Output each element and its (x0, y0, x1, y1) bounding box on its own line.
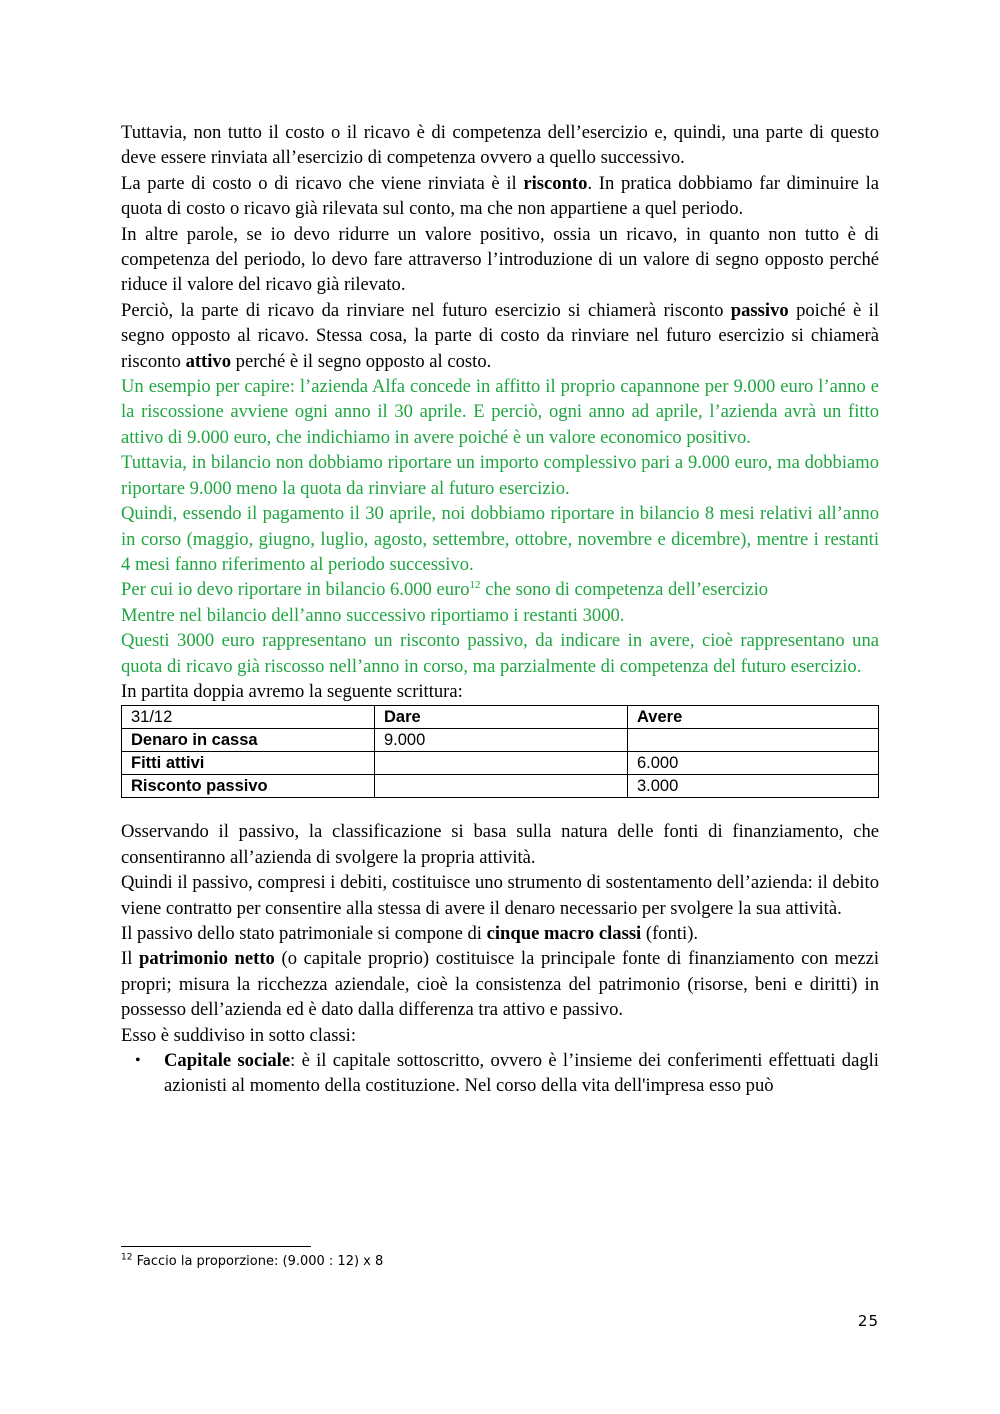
footnote-text: Faccio la proporzione: (9.000 : 12) x 8 (132, 1254, 384, 1269)
paragraph-text: (fonti). (641, 922, 699, 944)
paragraph-text: che sono di competenza dell’esercizio (480, 579, 769, 601)
page-body (121, 120, 879, 1099)
footnote-reference[interactable]: 12 (469, 579, 481, 592)
example-paragraph: Un esempio per capire: l’azienda Alfa concede in affitto il proprio capannone per 9.000 euro l’anno e la riscossione avviene ogni anno il 30 aprile. E perciò, ogni anno ad aprile, l’azienda avrà un fitto attivo di 9.000 euro, che indichiamo in avere poiché è un valore economico positivo. (121, 376, 879, 448)
account-cell: Fitti attivi (122, 752, 375, 775)
ledger-intro: In partita doppia avremo la seguente scrittura: (121, 680, 463, 702)
paragraph: Quindi il passivo, compresi i debiti, costituisce uno strumento di sostentamento dell’azienda: il debito viene contratto per consentire alla stessa di avere il denaro necessario per svolgere la sua attività. (121, 872, 879, 919)
page-number: 25 (857, 1312, 879, 1330)
dare-cell: 9.000 (375, 729, 628, 752)
account-cell: Risconto passivo (122, 775, 375, 798)
dare-cell (375, 752, 628, 775)
list-item (135, 1048, 879, 1099)
footnote (121, 1253, 383, 1271)
header-cell-avere: Avere (628, 706, 879, 729)
header-cell-date: 31/12 (122, 706, 375, 729)
avere-cell: 3.000 (628, 775, 879, 798)
example-paragraph: Tuttavia, in bilancio non dobbiamo riportare un importo complessivo pari a 9.000 euro, ma dobbiamo riportare 9.000 meno la quota da rinviare al futuro esercizio. (121, 452, 879, 499)
table-row (122, 752, 879, 775)
paragraph-text: poiché è il segno opposto al ricavo. Stessa cosa, la parte di costo da rinviare nel futuro esercizio si chiamerà risconto (121, 299, 879, 372)
paragraph-text: . In pratica dobbiamo far diminuire la quota di costo o ricavo già rilevata sul conto, ma che non appartiene a quel periodo. (121, 172, 879, 220)
subclass-list (121, 1048, 879, 1099)
bold-term-risconto: risconto (523, 172, 588, 194)
paragraph-text: Per cui io devo riportare in bilancio 6.000 euro (121, 579, 470, 601)
table-row (122, 729, 879, 752)
paragraph (121, 921, 879, 946)
paragraph-text: (o capitale proprio) costituisce la principale fonte di finanziamento con mezzi propri; misura la ricchezza aziendale, cioè la consistenza del patrimonio (risorse, beni e diritti) in possesso dell’azienda ed è dato dalla differenza tra attivo e passivo. (121, 948, 880, 1021)
list-item-text: : è il capitale sottoscritto, ovvero è l’insieme dei conferimenti effettuati dagli azionisti al momento della costituzione. Nel corso della vita dell'impresa esso può (164, 1050, 879, 1097)
paragraph: Osservando il passivo, la classificazione si basa sulla natura delle fonti di finanziamento, che consentiranno all’azienda di svolgere la propria attività. (121, 821, 879, 868)
paragraph-text: La parte di costo o di ricavo che viene rinviata è il (121, 172, 524, 194)
example-paragraph: Questi 3000 euro rappresentano un risconto passivo, da indicare in avere, cioè rappresentano una quota di ricavo già riscosso nell’anno in corso, ma parzialmente di competenza del futuro esercizio. (121, 630, 879, 677)
paragraph (121, 171, 879, 222)
paragraph: In altre parole, se io devo ridurre un valore positivo, ossia un ricavo, in quanto non tutto è di competenza del periodo, lo devo fare attraverso l’introduzione di un valore di segno opposto perché riduce il valore del ricavo già rilevato. (121, 223, 879, 296)
avere-cell (628, 729, 879, 752)
bullet-icon: • (135, 1052, 141, 1069)
dare-cell (375, 775, 628, 798)
paragraph-text: Il (121, 948, 140, 970)
paragraph-text: perché è il segno opposto al costo. (231, 350, 492, 372)
bold-term-macro-classi: cinque macro classi (486, 922, 642, 944)
table-row (122, 775, 879, 798)
header-cell-dare: Dare (375, 706, 628, 729)
avere-cell: 6.000 (628, 752, 879, 775)
example-paragraph: Mentre nel bilancio dell’anno successivo riportiamo i restanti 3000. (121, 604, 625, 626)
footnote-separator (121, 1246, 311, 1247)
paragraph (121, 298, 879, 374)
example-paragraph (121, 577, 879, 602)
bold-term-passivo: passivo (730, 299, 789, 321)
footnote-number: 12 (121, 1252, 133, 1263)
account-cell: Denaro in cassa (122, 729, 375, 752)
ledger-table (121, 705, 879, 798)
paragraph: Tuttavia, non tutto il costo o il ricavo è di competenza dell’esercizio e, quindi, una parte di questo deve essere rinviata all’esercizio di competenza ovvero a quello successivo. (121, 122, 879, 169)
example-paragraph: Quindi, essendo il pagamento il 30 aprile, noi dobbiamo riportare in bilancio 8 mesi relativi all’anno in corso (maggio, giugno, luglio, agosto, settembre, ottobre, novembre e dicembre), mentre i restanti 4 mesi fanno riferimento al periodo successivo. (121, 503, 879, 575)
paragraph: Esso è suddiviso in sotto classi: (121, 1024, 357, 1046)
paragraph (121, 946, 879, 1022)
bold-term-attivo: attivo (185, 350, 232, 372)
table-header-row (122, 706, 879, 729)
paragraph-text: Perciò, la parte di ricavo da rinviare nel futuro esercizio si chiamerà risconto (121, 299, 731, 321)
paragraph-text: Il passivo dello stato patrimoniale si compone di (121, 922, 487, 944)
bold-term-capitale-sociale: Capitale sociale (164, 1050, 291, 1071)
bold-term-patrimonio-netto: patrimonio netto (139, 948, 275, 970)
